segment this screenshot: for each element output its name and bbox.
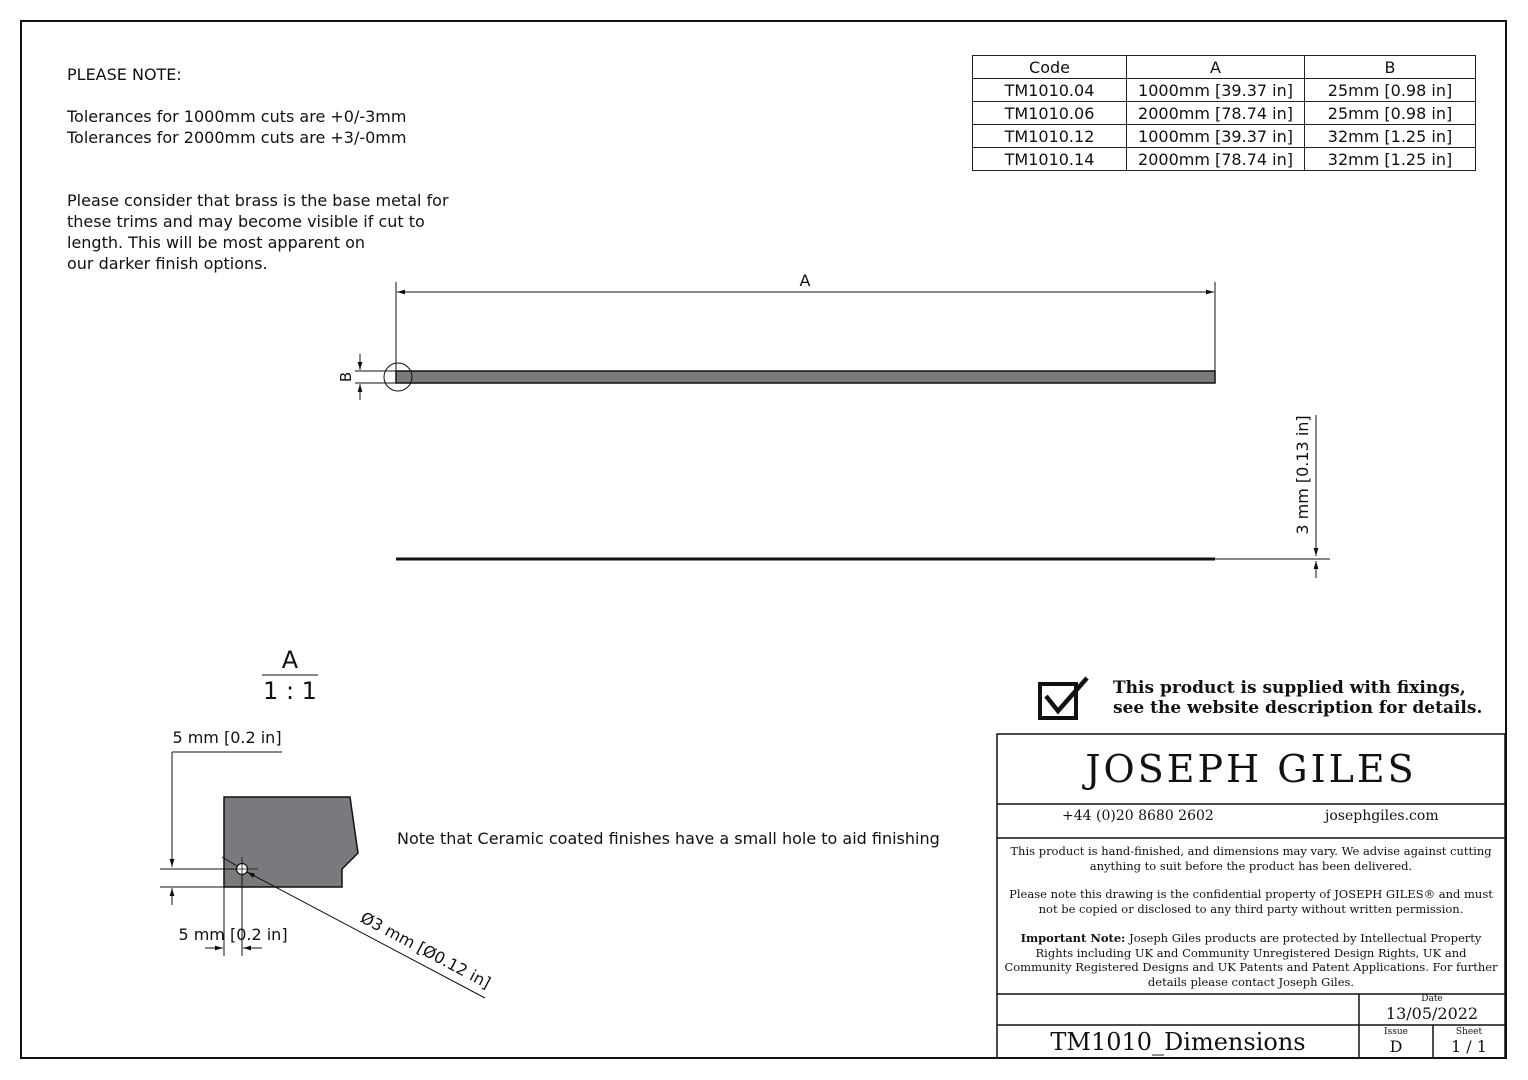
brass-note-line: our darker finish options. bbox=[67, 254, 268, 273]
detail-view-scale: 1 : 1 bbox=[263, 677, 317, 705]
ceramic-finish-note: Note that Ceramic coated finishes have a small hole to aid finishing bbox=[397, 829, 940, 848]
table-header-code: Code bbox=[973, 56, 1127, 79]
document-title: TM1010_Dimensions bbox=[1050, 1028, 1306, 1056]
important-note-label: Important Note: bbox=[1020, 931, 1126, 945]
important-note-text: Joseph Giles products are protected by Intellectual Property Rights including UK and Community Unregistered Design Rights, UK and Community Registered Designs and UK Patents and Patent Applications. For further details please contact Joseph Giles. bbox=[1004, 931, 1498, 989]
disclaimer-confidential: Please note this drawing is the confidential property of JOSEPH GILES® and must not be copied or disclosed to any third party without written permission. bbox=[1009, 887, 1493, 916]
thickness-label: 3 mm [0.13 in] bbox=[1293, 415, 1312, 535]
tolerance-note-1: Tolerances for 1000mm cuts are +0/-3mm bbox=[67, 107, 407, 126]
fixings-note bbox=[1113, 678, 1482, 718]
sheet-label: Sheet bbox=[1455, 1027, 1483, 1037]
table-cell: TM1010.14 bbox=[973, 148, 1127, 171]
hole-diameter-label: Ø3 mm [Ø0.12 in] bbox=[357, 907, 494, 993]
hole-offset-side-label: 5 mm [0.2 in] bbox=[178, 925, 288, 944]
table-cell: TM1010.04 bbox=[973, 79, 1127, 102]
important-note bbox=[1002, 931, 1500, 989]
table-cell: 2000mm [78.74 in] bbox=[1127, 148, 1305, 171]
sheet-value: 1 / 1 bbox=[1451, 1037, 1487, 1056]
brand-name: JOSEPH GILES bbox=[1085, 747, 1417, 791]
hole-offset-top-label: 5 mm [0.2 in] bbox=[172, 728, 282, 747]
table-row bbox=[973, 102, 1476, 125]
trim-strip-plan bbox=[396, 371, 1215, 383]
table-row bbox=[973, 79, 1476, 102]
table-header-b: B bbox=[1305, 56, 1476, 79]
brass-note bbox=[67, 190, 449, 274]
table-row bbox=[973, 148, 1476, 171]
notes-heading: PLEASE NOTE: bbox=[67, 65, 182, 84]
brass-note-line: these trims and may become visible if cut to bbox=[67, 212, 425, 231]
drawing-date: 13/05/2022 bbox=[1385, 1004, 1479, 1023]
issue-label: Issue bbox=[1384, 1027, 1408, 1037]
table-cell: 1000mm [39.37 in] bbox=[1127, 125, 1305, 148]
fixings-note-line-2: see the website description for details. bbox=[1113, 698, 1483, 718]
brass-note-line: length. This will be most apparent on bbox=[67, 233, 366, 252]
table-cell: 2000mm [78.74 in] bbox=[1127, 102, 1305, 125]
issue-value: D bbox=[1389, 1037, 1403, 1056]
checkbox-checked-icon bbox=[1040, 678, 1087, 718]
phone-number: +44 (0)20 8680 2602 bbox=[1062, 808, 1214, 824]
dimension-b-label: B bbox=[337, 371, 355, 383]
table-cell: 25mm [0.98 in] bbox=[1305, 102, 1476, 125]
date-label: Date bbox=[1421, 994, 1443, 1004]
dimensions-table bbox=[972, 55, 1476, 171]
table-row bbox=[973, 125, 1476, 148]
disclaimer-hand-finished: This product is hand-finished, and dimensions may vary. We advise against cutting anything to suit before the product has been delivered. bbox=[1010, 844, 1492, 873]
table-cell: 32mm [1.25 in] bbox=[1305, 125, 1476, 148]
table-header-row bbox=[973, 56, 1476, 79]
table-cell: 1000mm [39.37 in] bbox=[1127, 79, 1305, 102]
website-link: josephgiles.com bbox=[1325, 808, 1439, 824]
brass-note-line: Please consider that brass is the base metal for bbox=[67, 191, 449, 210]
table-cell: 32mm [1.25 in] bbox=[1305, 148, 1476, 171]
table-cell: TM1010.12 bbox=[973, 125, 1127, 148]
table-cell: TM1010.06 bbox=[973, 102, 1127, 125]
table-header-a: A bbox=[1127, 56, 1305, 79]
detail-view-label: A bbox=[281, 646, 299, 674]
tolerance-note-2: Tolerances for 2000mm cuts are +3/-0mm bbox=[67, 128, 407, 147]
dimension-a-label: A bbox=[799, 271, 811, 290]
table-cell: 25mm [0.98 in] bbox=[1305, 79, 1476, 102]
fixings-note-line-1: This product is supplied with fixings, bbox=[1113, 678, 1466, 698]
